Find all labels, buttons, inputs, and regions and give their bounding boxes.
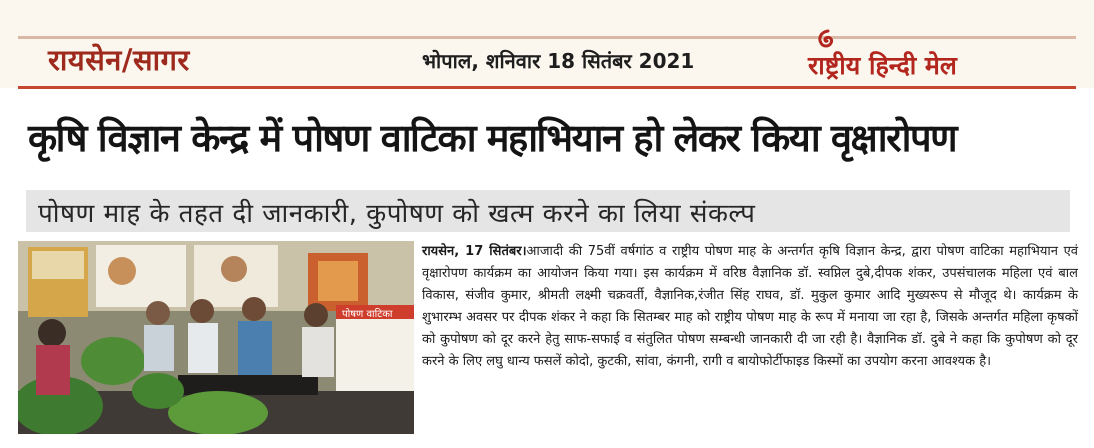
newspaper-logo <box>808 28 1068 80</box>
news-photo <box>18 241 414 434</box>
masthead-bottom-rule <box>18 86 1076 89</box>
dateline: भोपाल, शनिवार 18 सितंबर 2021 <box>422 49 695 73</box>
logo-text: राष्ट्रीय हिन्दी मेल <box>808 51 957 80</box>
photo-illustration <box>18 241 414 434</box>
article-body <box>422 241 1078 373</box>
edition-label: रायसेन/सागर <box>48 43 190 77</box>
headline: कृषि विज्ञान केन्द्र में पोषण वाटिका महाभियान हो लेकर किया वृक्षारोपण <box>28 116 957 160</box>
subheadline: पोषण माह के तहत दी जानकारी, कुपोषण को खत्म करने का लिया संकल्प <box>38 199 756 229</box>
article-text: आजादी की 75वीं वर्षगांठ व राष्ट्रीय पोषण माह के अन्तर्गत कृषि विज्ञान केन्द्र, द्वारा पोषण वाटिका महाभियान एवं वृक्षारोपण कार्यक्रम का आयोजन किया गया। इस कार्यक्रम में वरिष्ठ वैज्ञानिक डॉ. स्वप्निल दुबे,दीपक शंकर, उपसंचालक महिला एवं बाल विकास, संजीव कुमार, श्रीमती लक्ष्मी चक्रवर्ती, वैज्ञानिक,रंजीत सिंह राघव, डॉ. मुकुल कुमार आदि मुख्यरूप से मौजूद थे। कार्यक्रम के शुभारम्भ अवसर पर दीपक शंकर ने कहा कि सितम्बर माह को राष्ट्रीय पोषण माह के रूप में मनाया जा रहा है, जिसके अन्तर्गत महिला कृषकों को कुपोषण को दूर करने हेतु साफ-सफाई व संतुलित पोषण सम्बन्धी जानकारी दी जा रही है। वैज्ञानिक डॉ. दुबे ने कहा कि कुपोषण को दूर करने के लिए लघु धान्य फसलें कोदो, कुटकी, सांवा, कंगनी, रागी व बायोफोर्टीफाइड किस्मों का उपयोग करना आवश्यक है। <box>422 244 1078 369</box>
subheadline-box <box>26 190 1070 232</box>
article-dateline: रायसेन, 17 सितंबर। <box>422 244 527 259</box>
photo-banner-text: पोषण वाटिका <box>342 309 393 320</box>
masthead <box>0 0 1094 88</box>
